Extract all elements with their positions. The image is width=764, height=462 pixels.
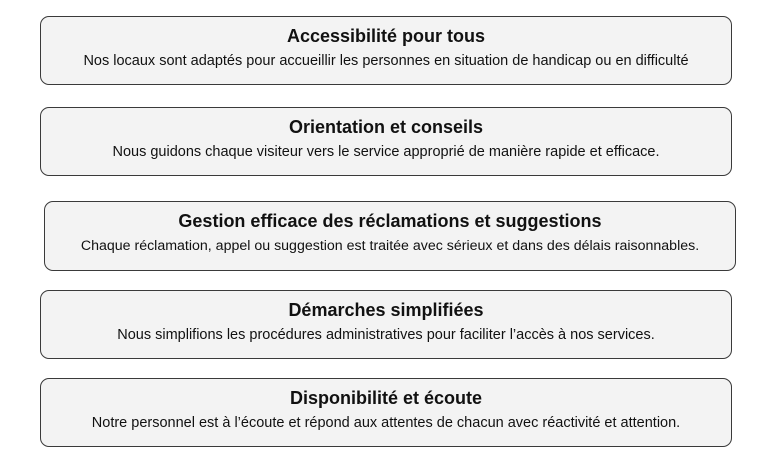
- card-availability: [40, 378, 732, 447]
- card-description: Notre personnel est à l’écoute et répond aux attentes de chacun avec réactivité et attention.: [91, 415, 681, 431]
- card-title: Démarches simplifiées: [288, 300, 484, 320]
- card-description: Nous guidons chaque visiteur vers le service approprié de manière rapide et efficace.: [112, 144, 660, 160]
- card-description: Chaque réclamation, appel ou suggestion est traitée avec sérieux et dans des délais raisonnables.: [80, 238, 700, 254]
- card-title: Gestion efficace des réclamations et suggestions: [178, 211, 602, 231]
- card-title: Orientation et conseils: [288, 117, 484, 137]
- card-accessibility: [40, 16, 732, 85]
- card-title: Disponibilité et écoute: [289, 388, 483, 408]
- card-title: Accessibilité pour tous: [286, 26, 486, 46]
- card-complaints: [44, 201, 736, 271]
- card-simplified-procedures: [40, 290, 732, 359]
- card-orientation: [40, 107, 732, 176]
- card-description: Nous simplifions les procédures administratives pour faciliter l’accès à nos services.: [117, 327, 655, 343]
- card-description: Nos locaux sont adaptés pour accueillir les personnes en situation de handicap ou en difficulté: [83, 53, 689, 69]
